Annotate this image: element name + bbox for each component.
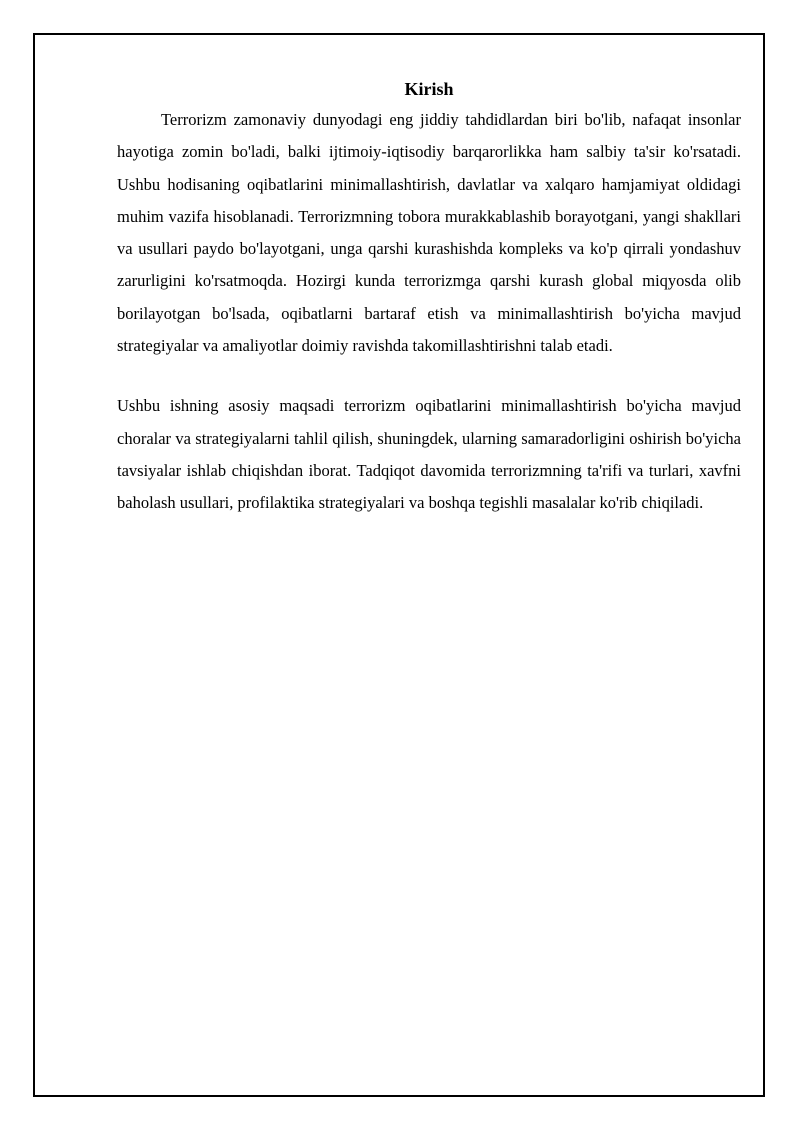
document-body <box>117 78 741 520</box>
page-title: Kirish <box>404 79 454 99</box>
paragraph-intro: Terrorizm zamonaviy dunyodagi eng jiddiy tahdidlardan biri bo'lib, nafaqat insonlar hayotiga zomin bo'ladi, balki ijtimoiy-iqtisodiy barqarorlikka ham salbiy ta'sir ko'rsatadi. Ushbu hodisaning oqibatlarini minimallashtirish, davlatlar va xalqaro hamjamiyat oldidagi muhim vazifa hisoblanadi. Terrorizmning tobora murakkablashib borayotgani, yangi shakllari va usullari paydo bo'layotgani, unga qarshi kurashishda kompleks va ko'p qirrali yondashuv zarurligini ko'rsatmoqda. Hozirgi kunda terrorizmga qarshi kurash global miqyosda olib borilayotgan bo'lsada, oqibatlarni bartaraf etish va minimallashtirish bo'yicha mavjud strategiyalar va amaliyotlar doimiy ravishda takomillashtirishni talab etadi. <box>117 110 741 356</box>
paragraph-spacer <box>117 362 741 390</box>
paragraph-purpose: Ushbu ishning asosiy maqsadi terrorizm oqibatlarini minimallashtirish bo'yicha mavjud choralar va strategiyalarni tahlil qilish, shuningdek, ularning samaradorligini oshirish bo'yicha tavsiyalar ishlab chiqishdan iborat. Tadqiqot davomida terrorizmning ta'rifi va turlari, xavfni baholash usullari, profilaktika strategiyalari va boshqa tegishli masalalar ko'rib chiqiladi. <box>117 396 741 513</box>
